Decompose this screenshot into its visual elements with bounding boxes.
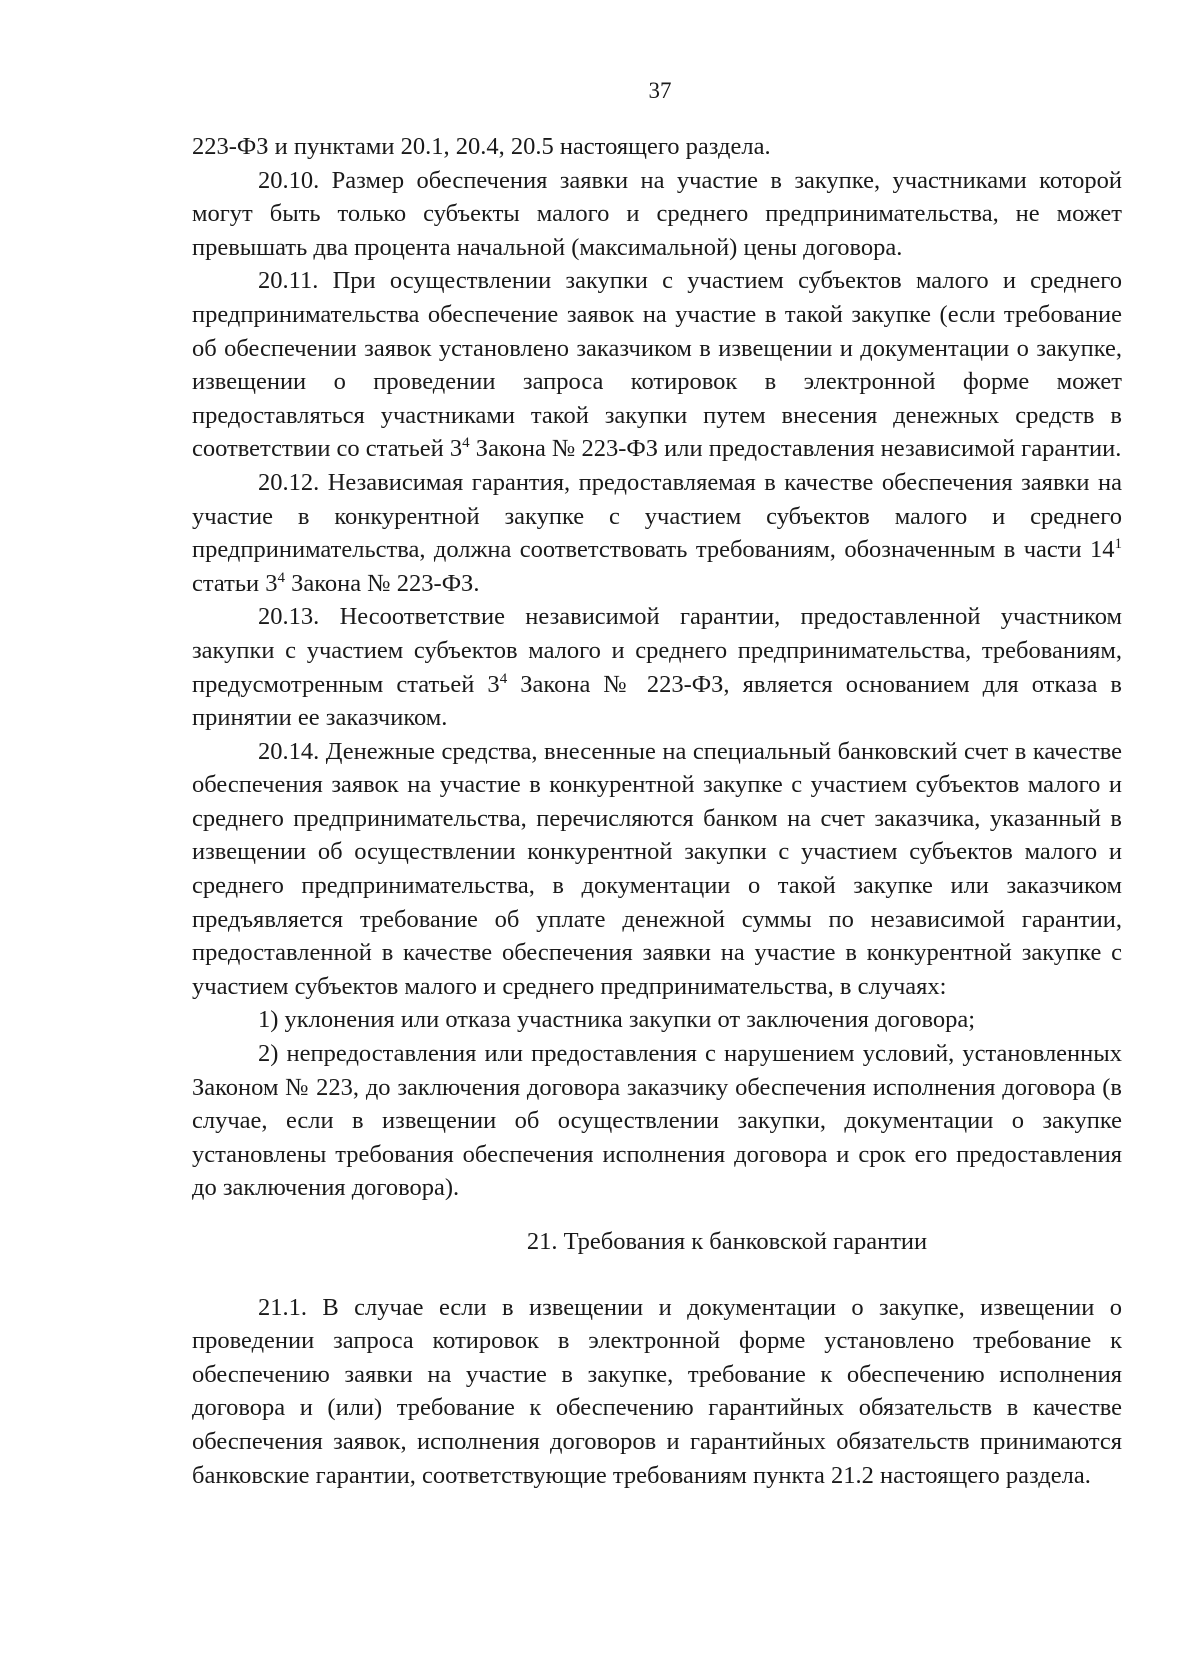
paragraph-21-1 xyxy=(192,1291,1122,1493)
paragraph-20-11 xyxy=(192,264,1122,466)
paragraph-20-12 xyxy=(192,466,1122,600)
paragraph-text: 21.1. В случае если в извещении и документации о закупке, извещении о проведении запроса котировок в электронной форме установлено требование к обеспечению заявки на участие в закупке, требование к обеспечению исполнения договора и (или) требование к обеспечению гарантийных обязательств в качестве обеспечения заявок, исполнения договоров и гарантийных обязательств принимаются банковские гарантии, соответствующие требованиям пункта 21.2 настоящего раздела. xyxy=(192,1293,1122,1489)
list-item-1 xyxy=(192,1003,1122,1037)
superscript: 1 xyxy=(1114,536,1122,553)
paragraph-text-after: Закона № 223-ФЗ. xyxy=(285,569,480,597)
paragraph-text: 20.11. При осуществлении закупки с участием субъектов малого и среднего предпринимательства обеспечение заявок на участие в такой закупке (если требование об обеспечении заявок установлено заказчиком в извещении и документации о закупке, извещении о проведении запроса котировок в электронной форме может предоставляться участниками такой закупки путем внесения денежных средств в соответствии со статьей 3 xyxy=(192,267,1122,463)
paragraph-text-after: Закона № 223-ФЗ или предоставления независимой гарантии. xyxy=(469,435,1122,463)
superscript: 4 xyxy=(499,670,508,687)
paragraph-text: 20.13. Несоответствие независимой гарантии, предоставленной участником закупки с участием субъектов малого и среднего предпринимательства, требованиям, предусмотренным статьей 3 xyxy=(192,603,1122,698)
superscript-2: 4 xyxy=(277,569,285,586)
list-item-text: 1) уклонения или отказа участника закупки от заключения договора; xyxy=(258,1006,976,1034)
list-item-text: 2) непредоставления или предоставления с нарушением условий, установленных Законом № 223, до заключения договора заказчику обеспечения исполнения договора (в случае, если в извещении об осуществлении закупки, документации о закупке установлены требования обеспечения исполнения договора и срок его предоставления до заключения договора). xyxy=(192,1040,1122,1202)
paragraph-text: 20.10. Размер обеспечения заявки на участие в закупке, участниками которой могут быть только субъекты малого и среднего предпринимательства, не может превышать два процента начальной (максимальной) цены договора. xyxy=(192,166,1122,261)
paragraph-text-mid: статьи 3 xyxy=(192,569,278,597)
paragraph-text-after: Закона № 223-ФЗ, является основанием для отказа в принятии ее заказчиком. xyxy=(192,670,1122,732)
section-heading: 21. Требования к банковской гарантии xyxy=(526,1228,928,1255)
paragraph-20-14 xyxy=(192,735,1122,1004)
paragraph-text: 20.14. Денежные средства, внесенные на специальный банковский счет в качестве обеспечения заявок на участие в конкурентной закупке с участием субъектов малого и среднего предпринимательства, перечисляются банком на счет заказчика, указанный в извещении об осуществлении конкурентной закупки с участием субъектов малого и среднего предпринимательства, в документации о такой закупке или заказчиком предъявляется требование об уплате денежной суммы по независимой гарантии, предоставленной в качестве обеспечения заявки на участие в конкурентной закупке с участием субъектов малого и среднего предпринимательства, в случаях: xyxy=(192,737,1122,1000)
list-item-2 xyxy=(192,1037,1122,1205)
superscript: 4 xyxy=(462,435,470,452)
document-body xyxy=(192,130,1122,1492)
paragraph-20-10 xyxy=(192,164,1122,265)
page-number: 37 xyxy=(648,78,672,103)
paragraph-text: 20.12. Независимая гарантия, предоставляемая в качестве обеспечения заявки на участие в конкурентной закупке с участием субъектов малого и среднего предпринимательства, должна соответствовать требованиям, обозначенным в части 14 xyxy=(192,468,1122,564)
paragraph-continuation xyxy=(192,130,1122,164)
paragraph-20-13 xyxy=(192,600,1122,734)
paragraph-text: 223-ФЗ и пунктами 20.1, 20.4, 20.5 настоящего раздела. xyxy=(192,133,771,160)
